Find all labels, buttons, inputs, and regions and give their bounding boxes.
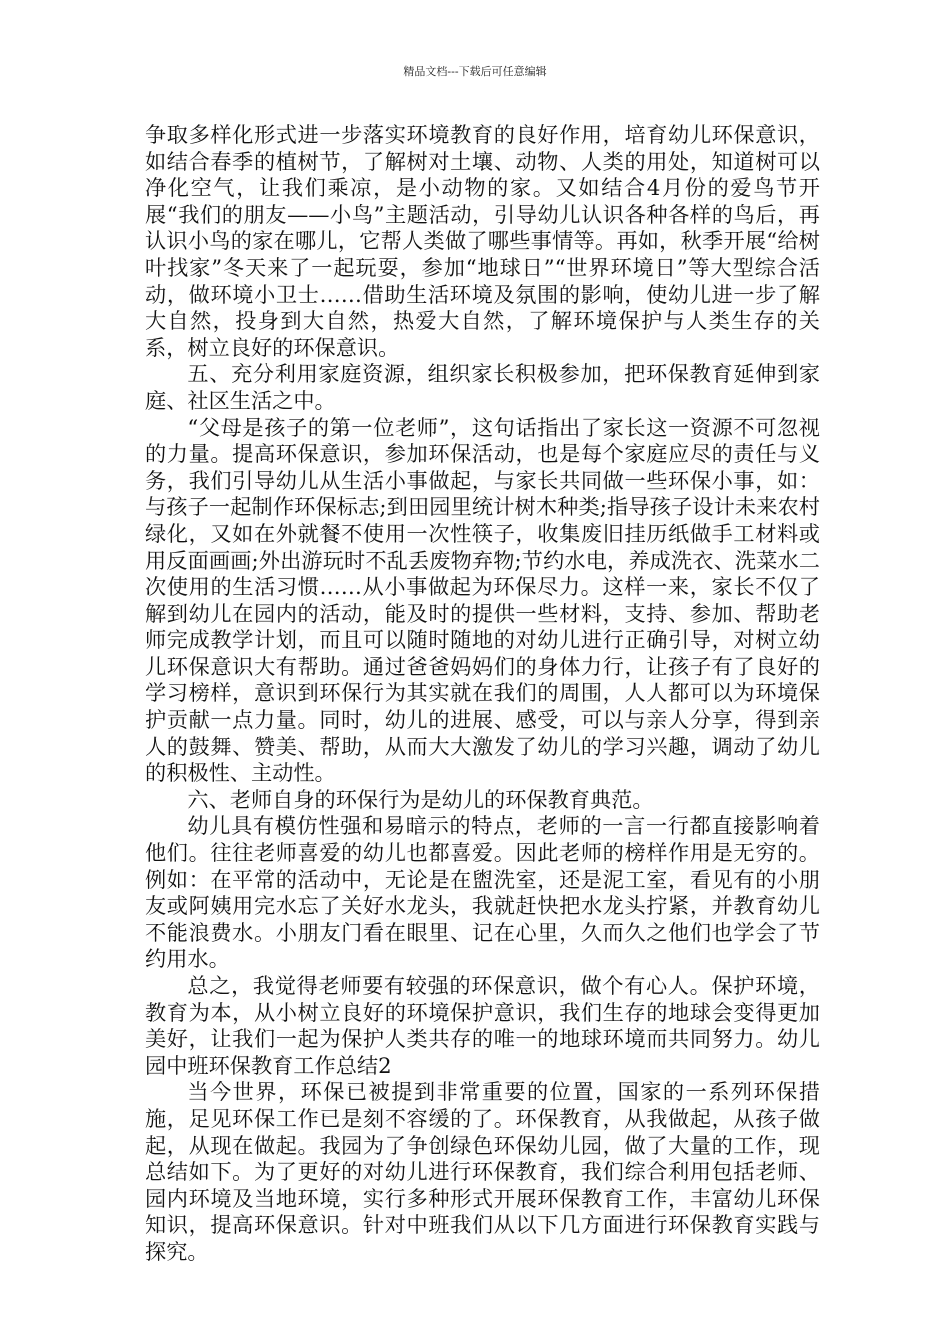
- document-body: [145, 122, 820, 1266]
- section-heading-5: 五、充分利用家庭资源，组织家长积极参加，把环保教育延伸到家庭、社区生活之中。: [145, 361, 820, 413]
- paragraph-1: 争取多样化形式进一步落实环境教育的良好作用，培育幼儿环保意识，如结合春季的植树节，了解树对土壤、动物、人类的用处，知道树可以净化空气，让我们乘凉，是小动物的家。又如结合4月份的爱鸟节开展“我们的朋友——小鸟”主题活动，引导幼儿认识各种各样的鸟后，再认识小鸟的家在哪儿，它帮人类做了哪些事情等。再如，秋季开展“给树叶找家”冬天来了一起玩耍，参加“地球日”“世界环境日”等大型综合活动，做环境小卫士……借助生活环境及氛围的影响，使幼儿进一步了解大自然，投身到大自然，热爱大自然，了解环境保护与人类生存的关系，树立良好的环保意识。: [145, 122, 820, 360]
- page-header: 精品文档---下载后可任意编辑: [403, 65, 547, 78]
- section-heading-6: 六、老师自身的环保行为是幼儿的环保教育典范。: [187, 786, 654, 812]
- paragraph-2: “父母是孩子的第一位老师”，这句话指出了家长这一资源不可忽视的力量。提高环保意识，参加环保活动，也是每个家庭应尽的责任与义务，我们引导幼儿从生活小事做起，与家长共同做一些环保小事，如：与孩子一起制作环保标志;到田园里统计树木种类;指导孩子设计未来农村绿化，又如在外就餐不使用一次性筷子，收集废旧挂历纸做手工材料或用反面画画;外出游玩时不乱丢废物弃物;节约水电，养成洗衣、洗菜水二次使用的生活习惯……从小事做起为环保尽力。这样一来，家长不仅了解到幼儿在园内的活动，能及时的提供一些材料，支持、参加、帮助老师完成教学计划，而且可以随时随地的对幼儿进行正确引导，对树立幼儿环保意识大有帮助。通过爸爸妈妈们的身体力行，让孩子有了良好的学习榜样，意识到环保行为其实就在我们的周围，人人都可以为环境保护贡献一点力量。同时，幼儿的进展、感受，可以与亲人分享，得到亲人的鼓舞、赞美、帮助，从而大大激发了幼儿的学习兴趣，调动了幼儿的积极性、主动性。: [145, 414, 820, 786]
- paragraph-4: 总之，我觉得老师要有较强的环保意识，做个有心人。保护环境，教育为本，从小树立良好的环境保护意识，我们生存的地球会变得更加美好，让我们一起为保护人类共存的唯一的地球环境而共同努力。幼儿园中班环保教育工作总结2: [145, 973, 820, 1078]
- paragraph-3: 幼儿具有模仿性强和易暗示的特点，老师的一言一行都直接影响着他们。往往老师喜爱的幼儿也都喜爱。因此老师的榜样作用是无穷的。例如：在平常的活动中，无论是在盥洗室，还是泥工室，看见有的小朋友或阿姨用完水忘了关好水龙头，我就赶快把水龙头拧紧，并教育幼儿不能浪费水。小朋友门看在眼里、记在心里，久而久之他们也学会了节约用水。: [145, 813, 820, 972]
- paragraph-5: 当今世界，环保已被提到非常重要的位置，国家的一系列环保措施，足见环保工作已是刻不容缓的了。环保教育，从我做起，从孩子做起，从现在做起。我园为了争创绿色环保幼儿园，做了大量的工作，现总结如下。为了更好的对幼儿进行环保教育，我们综合利用包括老师、园内环境及当地环境，实行多种形式开展环保教育工作，丰富幼儿环保知识，提高环保意识。针对中班我们从以下几方面进行环保教育实践与探究。: [145, 1079, 820, 1264]
